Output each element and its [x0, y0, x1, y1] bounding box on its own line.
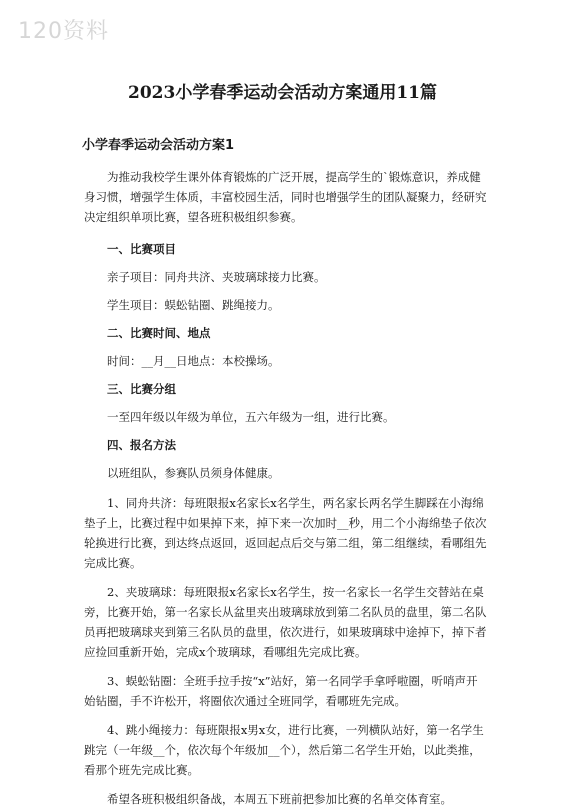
parent-events: 亲子项目：同舟共济、夹玻璃球接力比赛。	[107, 270, 326, 284]
rule-2: 2、夹玻璃球：每班限报x名家长x名学生，按一名家长一名学生交替站在桌旁，比赛开始，第一名家长从盆里夹出玻璃球放到第二名队员的盘里，第二名队员再把玻璃球夹到第三名队员的盘里，依次进行，如果玻璃球中途掉下，掉下者应捡回重新开始，完成x个玻璃球，看哪组先完成比赛。	[84, 585, 487, 659]
grouping: 一至四年级以年级为单位，五六年级为一组，进行比赛。	[107, 410, 395, 424]
rule-3: 3、蜈蚣钻圈：全班手拉手按“x”站好，第一名同学手拿呼啦圈，听哨声开始钻圈，手不许松开，将圈依次通过全班同学，看哪班先完成。	[84, 674, 478, 708]
intro-paragraph: 为推动我校学生课外体育锻炼的广泛开展，提高学生的`锻炼意识，养成健身习惯，增强学生体质，丰富校园生活，同时也增强学生的团队凝聚力，经研究决定组织单项比赛，望各班积极组织参赛。	[84, 170, 487, 224]
document-body	[84, 167, 489, 809]
watermark: 120资料	[18, 19, 109, 44]
heading-grouping: 三、比赛分组	[107, 382, 176, 396]
rule-4: 4、跳小绳接力：每班限报x男x女，进行比赛，一列横队站好，第一名学生跳完（一年级__个，依次每个年级加__个），然后第二名学生开始，以此类推，看那个班先完成比赛。	[84, 723, 484, 777]
rule-1: 1、同舟共济：每班限报x名家长x名学生，两名家长两名学生脚踩在小海绵垫子上，比赛过程中如果掉下来，掉下来一次加时__秒，用二个小海绵垫子依次轮换进行比赛，到达终点返回，返回起点后交与第二组，第二组继续，看哪组先完成比赛。	[84, 496, 487, 570]
time-place: 时间：__月__日地点：本校操场。	[107, 354, 280, 368]
heading-signup: 四、报名方法	[107, 438, 176, 452]
student-events: 学生项目：蜈蚣钻圈、跳绳接力。	[107, 298, 280, 312]
heading-events: 一、比赛项目	[107, 242, 176, 256]
signup: 以班组队，参赛队员须身体健康。	[107, 466, 280, 480]
heading-time-place: 二、比赛时间、地点	[107, 326, 211, 340]
section-title: 小学春季运动会活动方案1	[82, 138, 235, 153]
page-title: 2023小学春季运动会活动方案通用11篇	[128, 83, 437, 103]
closing: 希望各班积极组织备战，本周五下班前把参加比赛的名单交体育室。	[107, 792, 452, 806]
